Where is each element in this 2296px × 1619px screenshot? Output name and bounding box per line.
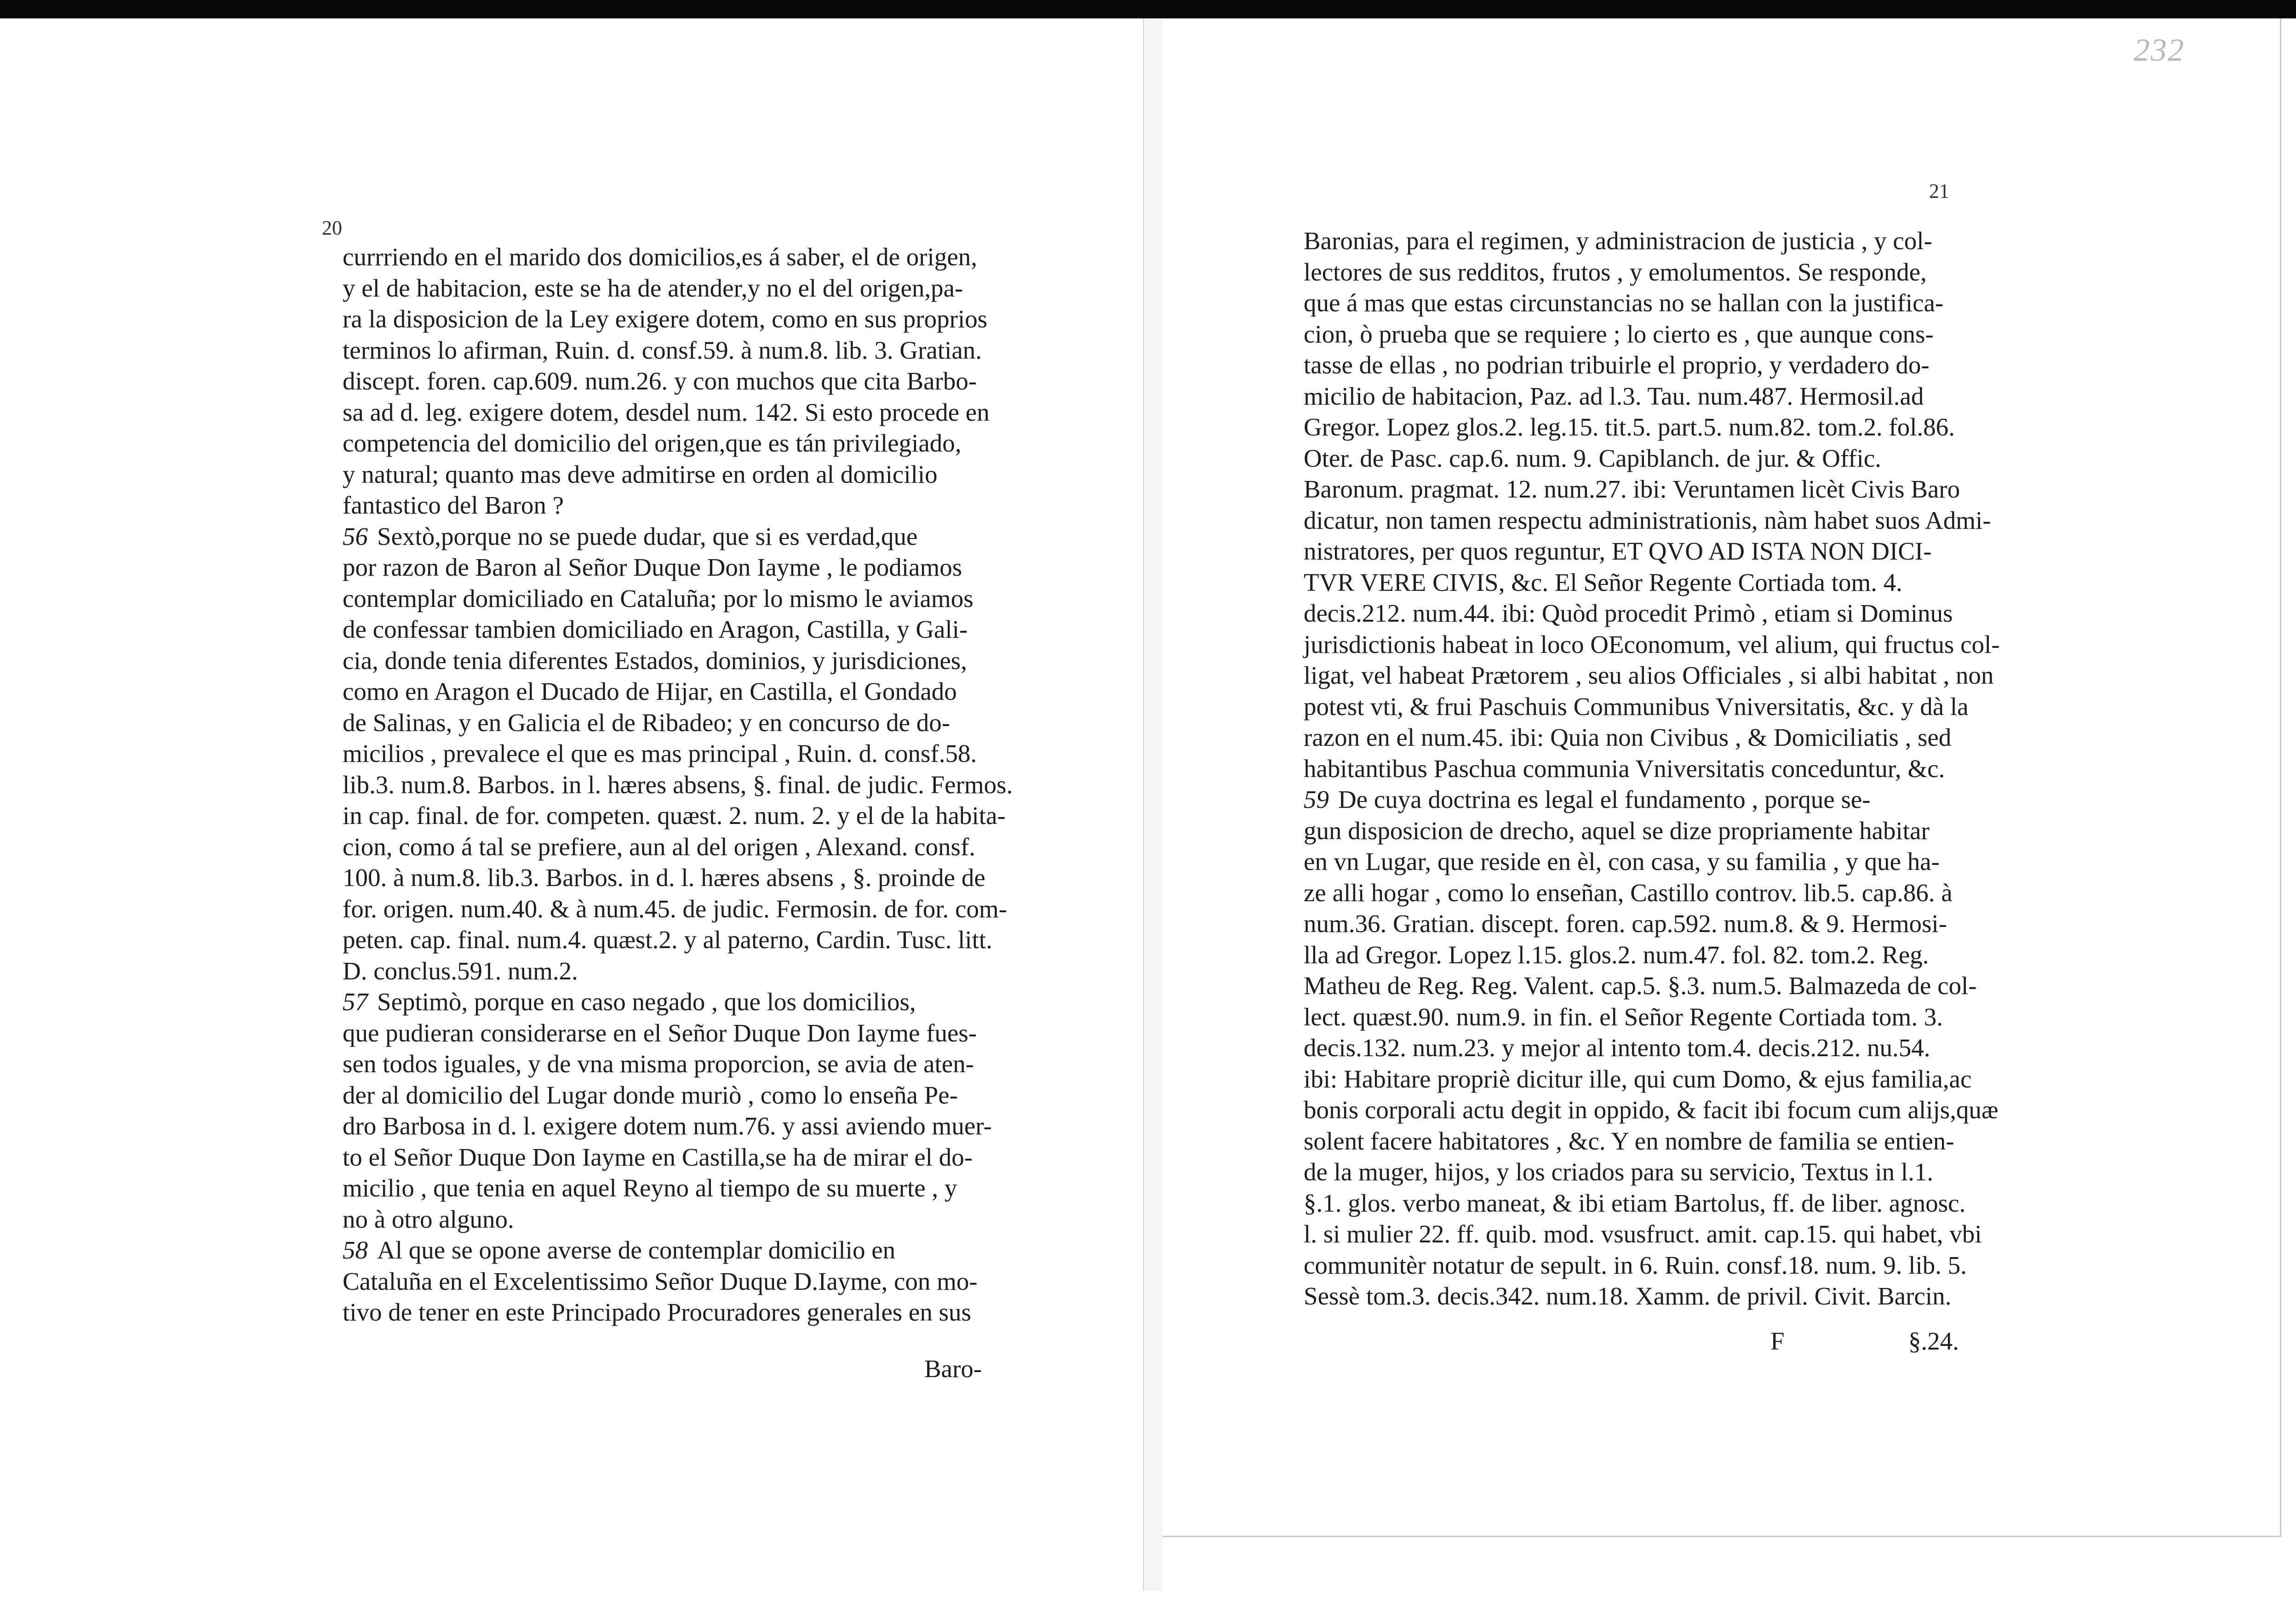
- text-line: habitantibus Paschua communia Vniversitatis conceduntur, &c.: [1304, 754, 1945, 783]
- text-line: cion, ò prueba que se requiere ; lo cierto es , que aunque cons-: [1304, 320, 1934, 348]
- text-line: currriendo en el marido dos domicilios,es á saber, el de origen,: [343, 243, 977, 271]
- text-line: nistratores, per quos reguntur, ET QVO AD ISTA NON DICI-: [1304, 537, 1932, 565]
- text-line: de confessar tambien domiciliado en Aragon, Castilla, y Gali-: [343, 615, 968, 643]
- text-line: ligat, vel habeat Prætorem , seu alios Officiales , si albi habitat , non: [1304, 661, 1994, 689]
- paragraph-56: [343, 521, 1013, 987]
- signature-mark: F: [1770, 1327, 1785, 1355]
- text-line: decis.212. num.44. ibi: Quòd procedit Primò , etiam si Dominus: [1304, 599, 1953, 627]
- text-line: Matheu de Reg. Reg. Valent. cap.5. §.3. num.5. Balmazeda de col-: [1304, 972, 1977, 1000]
- text-line: dro Barbosa in d. l. exigere dotem num.76. y assi aviendo muer-: [343, 1112, 992, 1140]
- text-line: to el Señor Duque Don Iayme en Castilla,se ha de mirar el do-: [343, 1143, 973, 1171]
- paragraph-number: 57: [343, 988, 368, 1016]
- text-line: micilios , prevalece el que es mas principal , Ruin. d. consf.58.: [343, 739, 977, 767]
- text-line: de la muger, hijos, y los criados para su servicio, Textus in l.1.: [1304, 1158, 1934, 1186]
- text-line: fantastico del Baron ?: [343, 491, 564, 519]
- text-line: der al domicilio del Lugar donde muriò , como lo enseña Pe-: [343, 1081, 958, 1109]
- right-catchword: §.24.: [1908, 1327, 1959, 1355]
- text-line: Gregor. Lopez glos.2. leg.15. tit.5. part.5. num.82. tom.2. fol.86.: [1304, 413, 1955, 441]
- paragraph-58: [343, 1235, 1009, 1328]
- text-line: y natural; quanto mas deve admitirse en orden al domicilio: [343, 460, 938, 488]
- left-page-number: 20: [322, 217, 342, 239]
- right-page-text: [1304, 225, 2000, 1312]
- text-line: terminos lo afirman, Ruin. d. consf.59. à num.8. lib. 3. Gratian.: [343, 336, 982, 364]
- left-opening-paragraph: [343, 241, 1009, 521]
- text-line: communitèr notatur de sepult. in 6. Ruin. consf.18. num. 9. lib. 5.: [1304, 1251, 1967, 1279]
- text-line: Sessè tom.3. decis.342. num.18. Xamm. de privil. Civit. Barcin.: [1304, 1282, 1952, 1310]
- text-line: lib.3. num.8. Barbos. in l. hæres absens, §. final. de judic. Fermos.: [343, 770, 1013, 799]
- text-line: §.1. glos. verbo maneat, & ibi etiam Bartolus, ff. de liber. agnosc.: [1304, 1189, 1966, 1217]
- right-opening-paragraph: [1304, 225, 2000, 784]
- text-line: 56 Sextò,porque no se puede dudar, que si es verdad,que: [343, 522, 918, 550]
- text-line: Baronias, para el regimen, y administracion de justicia , y col-: [1304, 227, 1932, 255]
- text-line: D. conclus.591. num.2.: [343, 956, 578, 985]
- text-line: que pudieran considerarse en el Señor Duque Don Iayme fues-: [343, 1018, 977, 1047]
- text-line: solent facere habitatores , &c. Y en nombre de familia se entien-: [1304, 1127, 1954, 1155]
- text-line: contemplar domiciliado en Cataluña; por lo mismo le aviamos: [343, 584, 973, 612]
- right-page-number: 21: [1929, 180, 1949, 202]
- text-line: in cap. final. de for. competen. quæst. 2. num. 2. y el de la habita-: [343, 801, 1006, 830]
- text-line: Cataluña en el Excelentissimo Señor Duque D.Iayme, con mo-: [343, 1267, 978, 1295]
- text-line: lla ad Gregor. Lopez l.15. glos.2. num.47. fol. 82. tom.2. Reg.: [1304, 940, 1929, 969]
- book-gutter: [1143, 18, 1162, 1591]
- paragraph-number: 58: [343, 1236, 368, 1264]
- folio-mark: 232: [2134, 33, 2185, 68]
- text-line: que á mas que estas circunstancias no se hallan con la justifica-: [1304, 289, 1944, 317]
- text-line: bonis corporali actu degit in oppido, & facit ibi focum cum alijs,quæ: [1304, 1096, 1998, 1124]
- text-line: como en Aragon el Ducado de Hijar, en Castilla, el Gondado: [343, 677, 957, 705]
- text-line: por razon de Baron al Señor Duque Don Iayme , le podiamos: [343, 553, 962, 581]
- text-line: 100. à num.8. lib.3. Barbos. in d. l. hæres absens , §. proinde de: [343, 864, 985, 892]
- text-line: dicatur, non tamen respectu administrationis, nàm habet suos Admi-: [1304, 506, 1991, 534]
- text-line: for. origen. num.40. & à num.45. de judic. Fermosin. de for. com-: [343, 894, 1008, 923]
- text-line: num.36. Gratian. discept. foren. cap.592. num.8. & 9. Hermosi-: [1304, 910, 1947, 938]
- text-line: 57 Septimò, porque en caso negado , que los domicilios,: [343, 988, 916, 1016]
- paragraph-number: 59: [1304, 785, 1329, 813]
- text-line: micilio de habitacion, Paz. ad l.3. Tau. num.487. Hermosil.ad: [1304, 382, 1924, 410]
- left-page-text: [343, 241, 1013, 1328]
- text-line: cia, donde tenia diferentes Estados, dominios, y jurisdiciones,: [343, 646, 967, 675]
- text-line: lect. quæst.90. num.9. in fin. el Señor Regente Cortiada tom. 3.: [1304, 1002, 1943, 1031]
- text-line: gun disposicion de drecho, aquel se dize propriamente habitar: [1304, 816, 1930, 845]
- text-line: tasse de ellas , no podrian tribuirle el proprio, y verdadero do-: [1304, 351, 1930, 379]
- text-line: jurisdictionis habeat in loco OEconomum, vel alium, qui fructus col-: [1304, 630, 2000, 658]
- text-line: no à otro alguno.: [343, 1205, 514, 1233]
- text-line: tivo de tener en este Principado Procuradores generales en sus: [343, 1298, 971, 1326]
- paragraph-59: [1304, 784, 1998, 1312]
- text-line: competencia del domicilio del origen,que es tán privilegiado,: [343, 429, 962, 457]
- text-line: sa ad d. leg. exigere dotem, desdel num. 142. Si esto procede en: [343, 398, 990, 426]
- text-line: l. si mulier 22. ff. quib. mod. vsusfruct. amit. cap.15. qui habet, vbi: [1304, 1220, 1982, 1248]
- text-line: ra la disposicion de la Ley exigere dotem, como en sus proprios: [343, 305, 988, 333]
- left-catchword: Baro-: [924, 1355, 982, 1383]
- text-line: peten. cap. final. num.4. quæst.2. y al paterno, Cardin. Tusc. litt.: [343, 926, 993, 954]
- text-line: lectores de sus redditos, frutos , y emolumentos. Se responde,: [1304, 257, 1927, 286]
- text-line: discept. foren. cap.609. num.26. y con muchos que cita Barbo-: [343, 367, 977, 395]
- text-line: ze alli hogar , como lo enseñan, Castillo controv. lib.5. cap.86. à: [1304, 878, 1952, 907]
- text-line: Oter. de Pasc. cap.6. num. 9. Capiblanch. de jur. & Offic.: [1304, 444, 1882, 472]
- text-line: razon en el num.45. ibi: Quia non Civibus , & Domiciliatis , sed: [1304, 723, 1952, 751]
- text-line: potest vti, & frui Paschuis Communibus Vniversitatis, &c. y dà la: [1304, 692, 1969, 721]
- paragraph-57: [343, 986, 1009, 1235]
- text-line: decis.132. num.23. y mejor al intento tom.4. decis.212. nu.54.: [1304, 1034, 1930, 1062]
- text-line: en vn Lugar, que reside en èl, con casa, y su familia , y que ha-: [1304, 847, 1940, 875]
- text-line: micilio , que tenia en aquel Reyno al tiempo de su muerte , y: [343, 1174, 957, 1202]
- scanner-top-band: [0, 0, 2296, 18]
- text-line: TVR VERE CIVIS, &c. El Señor Regente Cortiada tom. 4.: [1304, 568, 1903, 596]
- text-line: de Salinas, y en Galicia el de Ribadeo; y en concurso de do-: [343, 708, 950, 737]
- text-line: cion, como á tal se prefiere, aun al del origen , Alexand. consf.: [343, 832, 976, 861]
- text-line: y el de habitacion, este se ha de atender,y no el del origen,pa-: [343, 274, 963, 302]
- text-line: sen todos iguales, y de vna misma proporcion, se avia de aten-: [343, 1050, 974, 1078]
- text-line: 58 Al que se opone averse de contemplar domicilio en: [343, 1236, 896, 1264]
- text-line: 59 De cuya doctrina es legal el fundamento , porque se-: [1304, 785, 1871, 813]
- text-line: ibi: Habitare propriè dicitur ille, qui cum Domo, & ejus familia,ac: [1304, 1064, 1972, 1093]
- text-line: Baronum. pragmat. 12. num.27. ibi: Veruntamen licèt Civis Baro: [1304, 475, 1960, 503]
- paragraph-number: 56: [343, 522, 368, 550]
